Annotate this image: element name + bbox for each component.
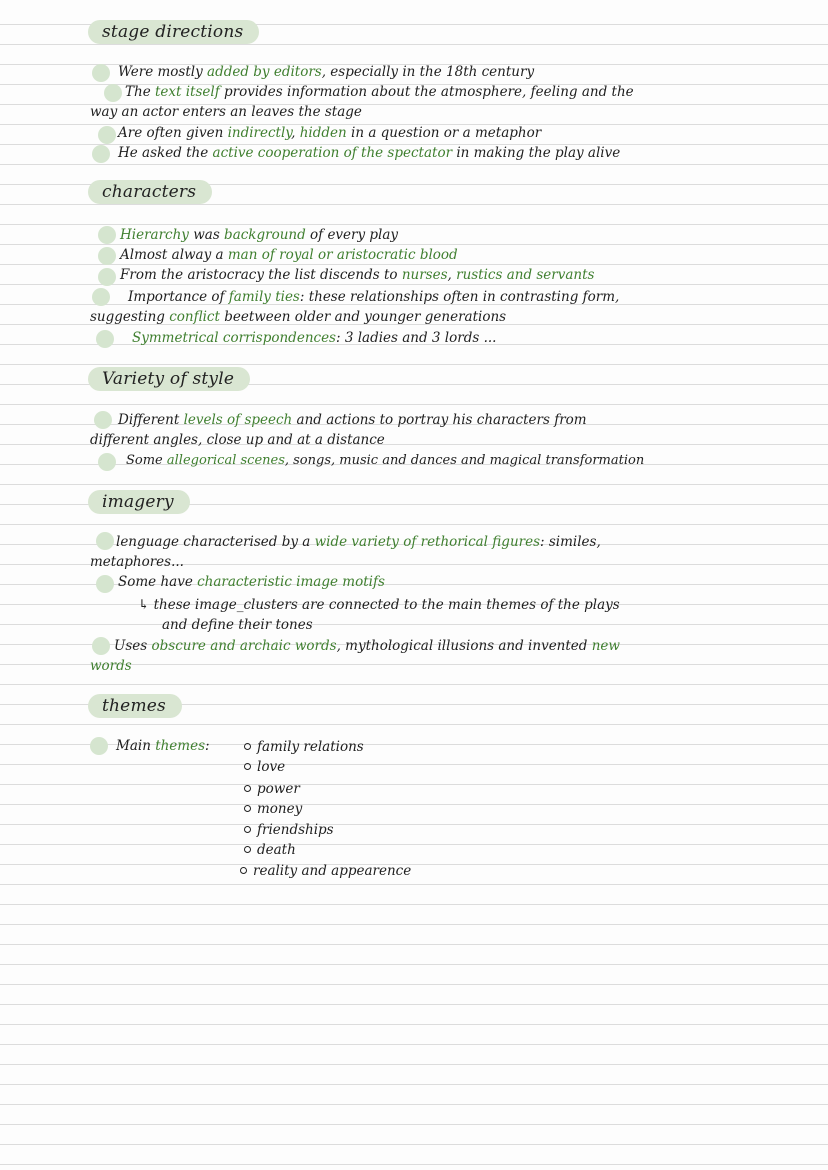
bullet [92, 637, 110, 655]
imagery-line-3: Some have characteristic image motifs [118, 574, 385, 590]
style-line-2: different angles, close up and at a distance [90, 432, 385, 448]
imagery-line-1: lenguage characterised by a wide variety of rethorical figures: similes, [116, 534, 601, 550]
bullet [98, 226, 116, 244]
theme-item: death [244, 840, 296, 860]
stage-line-2: The text itself provides information about the atmosphere, feeling and the [125, 84, 634, 100]
theme-item: family relations [244, 737, 364, 757]
heading-themes: themes [88, 694, 182, 718]
bullet [104, 84, 122, 102]
theme-item: friendships [244, 820, 334, 840]
imagery-line-2: metaphores... [90, 554, 184, 570]
characters-line-5: suggesting conflict beetween older and younger generations [90, 309, 507, 325]
style-line-1: Different levels of speech and actions to portray his characters from [118, 412, 587, 428]
characters-line-4: Importance of family ties: these relationships often in contrasting form, [128, 289, 620, 305]
themes-intro: Main themes: [116, 738, 210, 754]
heading-variety-of-style: Variety of style [88, 367, 250, 391]
stage-line-1: Were mostly added by editors, especially in the 18th century [118, 64, 535, 80]
imagery-line-6: Uses obscure and archaic words, mythological illusions and invented new [114, 638, 620, 654]
style-line-3: Some allegorical scenes, songs, music and dances and magical transformation [126, 453, 645, 468]
characters-line-6: Symmetrical corrispondences: 3 ladies and 3 lords ... [132, 330, 497, 346]
bullet [96, 532, 114, 550]
bullet [98, 247, 116, 265]
characters-line-1: Hierarchy was background of every play [120, 227, 399, 243]
bullet [94, 411, 112, 429]
imagery-line-4: ↳ these image_clusters are connected to the main themes of the plays [138, 597, 620, 613]
heading-imagery: imagery [88, 490, 190, 514]
stage-line-5: He asked the active cooperation of the spectator in making the play alive [118, 145, 621, 161]
imagery-line-5: and define their tones [162, 617, 313, 633]
bullet [98, 126, 116, 144]
theme-item: love [244, 757, 285, 777]
theme-item: power [244, 779, 300, 799]
theme-item: reality and appearence [240, 861, 411, 881]
heading-stage-directions: stage directions [88, 20, 259, 44]
bullet [98, 268, 116, 286]
heading-characters: characters [88, 180, 212, 204]
stage-line-4: Are often given indirectly, hidden in a question or a metaphor [118, 125, 542, 141]
bullet [92, 288, 110, 306]
characters-line-3: From the aristocracy the list discends to nurses, rustics and servants [120, 267, 595, 283]
bullet [90, 737, 108, 755]
bullet [98, 453, 116, 471]
bullet [92, 145, 110, 163]
bullet [96, 575, 114, 593]
bullet [96, 330, 114, 348]
characters-line-2: Almost alway a man of royal or aristocratic blood [120, 247, 458, 263]
stage-line-3: way an actor enters an leaves the stage [90, 104, 362, 120]
theme-item: money [244, 799, 302, 819]
bullet [92, 64, 110, 82]
imagery-line-7: words [90, 658, 132, 674]
